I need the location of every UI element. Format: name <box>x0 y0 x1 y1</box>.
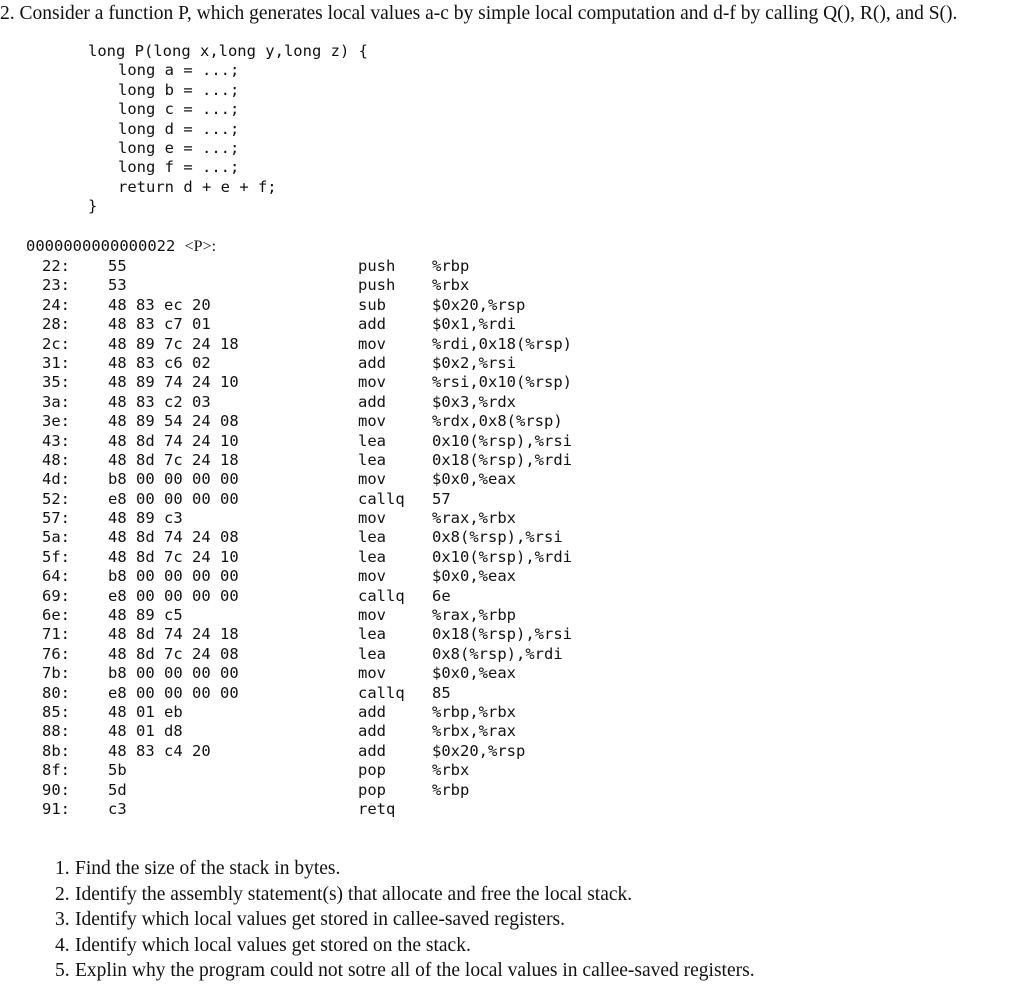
instruction-address: 3e: <box>42 412 70 431</box>
instruction-address: 31: <box>42 353 70 372</box>
instruction-operands: %rax,%rbx <box>432 509 516 528</box>
machine-code-bytes: 48 83 c4 20 <box>108 741 211 760</box>
question-number: 1. <box>55 858 70 879</box>
instruction-address: 28: <box>42 315 70 334</box>
machine-code-bytes: 48 8d 7c 24 10 <box>108 547 239 566</box>
machine-code-bytes: 48 89 c5 <box>108 606 183 625</box>
function-start-address: 0000000000000022 <box>26 237 176 255</box>
instruction-operands: $0x3,%rdx <box>432 392 516 411</box>
question-text: Explin why the program could not sotre all of the local values in callee-saved registers. <box>75 960 755 981</box>
question-text: Identify which local values get stored in callee-saved registers. <box>75 909 566 930</box>
disassembly-row <box>0 296 1024 315</box>
instruction-opcode: callq <box>358 683 405 702</box>
disassembly-row <box>0 722 1024 741</box>
instruction-address: 3a: <box>42 392 70 411</box>
disassembly-row <box>0 606 1024 625</box>
code-line: long f = ...; <box>118 158 240 177</box>
machine-code-bytes: 48 8d 74 24 08 <box>108 528 239 547</box>
instruction-address: 24: <box>42 295 70 314</box>
disassembly-row <box>0 373 1024 392</box>
instruction-opcode: lea <box>358 528 386 547</box>
source-code-block <box>88 42 368 217</box>
instruction-address: 8f: <box>42 761 70 780</box>
machine-code-bytes: 48 89 54 24 08 <box>108 412 239 431</box>
machine-code-bytes: e8 00 00 00 00 <box>108 683 239 702</box>
disassembly-row <box>0 800 1024 819</box>
machine-code-bytes: 48 83 c7 01 <box>108 315 211 334</box>
machine-code-bytes: 53 <box>108 276 127 295</box>
disassembly-row <box>0 684 1024 703</box>
instruction-operands: %rax,%rbp <box>432 606 516 625</box>
instruction-address: 71: <box>42 625 70 644</box>
disassembly-row <box>0 625 1024 644</box>
instruction-operands: %rdx,0x8(%rsp) <box>432 412 563 431</box>
disassembly-row <box>0 490 1024 509</box>
disassembly-row <box>0 393 1024 412</box>
instruction-opcode: add <box>358 702 386 721</box>
code-line: long d = ...; <box>118 119 240 138</box>
instruction-address: 35: <box>42 373 70 392</box>
question-text: Find the size of the stack in bytes. <box>75 858 341 879</box>
instruction-opcode: retq <box>358 799 396 818</box>
instruction-address: 5f: <box>42 547 70 566</box>
question-item <box>55 933 755 959</box>
instruction-operands: 0x18(%rsp),%rsi <box>432 625 572 644</box>
instruction-opcode: lea <box>358 644 386 663</box>
instruction-address: 43: <box>42 431 70 450</box>
instruction-address: 5a: <box>42 528 70 547</box>
disassembly-row <box>0 412 1024 431</box>
machine-code-bytes: 5b <box>108 761 127 780</box>
machine-code-bytes: 48 89 7c 24 18 <box>108 334 239 353</box>
disassembly-row <box>0 567 1024 586</box>
instruction-address: 48: <box>42 450 70 469</box>
machine-code-bytes: 48 83 ec 20 <box>108 295 211 314</box>
instruction-opcode: push <box>358 257 396 275</box>
code-line: long c = ...; <box>118 100 240 119</box>
machine-code-bytes: b8 00 00 00 00 <box>108 664 239 683</box>
disassembly-row <box>0 703 1024 722</box>
instruction-operands: 0x8(%rsp),%rdi <box>432 644 563 663</box>
instruction-address: 52: <box>42 489 70 508</box>
instruction-operands: %rsi,0x10(%rsp) <box>432 373 572 392</box>
code-line: long e = ...; <box>118 138 240 157</box>
disassembly-row <box>0 781 1024 800</box>
disassembly-row <box>0 742 1024 761</box>
disassembly-row <box>0 257 1024 276</box>
instruction-operands: 0x18(%rsp),%rdi <box>432 450 572 469</box>
instruction-address: 90: <box>42 780 70 799</box>
instruction-operands: $0x0,%eax <box>432 664 516 683</box>
code-line: } <box>88 197 98 216</box>
instruction-opcode: mov <box>358 509 386 528</box>
instruction-opcode: mov <box>358 470 386 489</box>
instruction-operands: $0x0,%eax <box>432 567 516 586</box>
instruction-operands: 6e <box>432 586 451 605</box>
disassembly-row <box>0 761 1024 780</box>
instruction-opcode: lea <box>358 547 386 566</box>
instruction-opcode: add <box>358 353 386 372</box>
instruction-opcode: lea <box>358 431 386 450</box>
instruction-address: 2c: <box>42 334 70 353</box>
instruction-operands: 0x10(%rsp),%rdi <box>432 547 572 566</box>
disassembly-row <box>0 451 1024 470</box>
disassembly-row <box>0 276 1024 295</box>
disassembly-row <box>0 548 1024 567</box>
instruction-address: 85: <box>42 702 70 721</box>
function-symbol: <P>: <box>184 238 217 255</box>
instruction-address: 57: <box>42 509 70 528</box>
machine-code-bytes: 48 83 c6 02 <box>108 353 211 372</box>
instruction-opcode: mov <box>358 412 386 431</box>
instruction-operands: 0x10(%rsp),%rsi <box>432 431 572 450</box>
code-line: long b = ...; <box>118 80 240 99</box>
machine-code-bytes: 48 8d 74 24 18 <box>108 625 239 644</box>
question-item <box>55 907 755 933</box>
disassembly-row <box>0 335 1024 354</box>
instruction-opcode: mov <box>358 373 386 392</box>
instruction-operands: %rbp <box>432 257 470 275</box>
instruction-address: 91: <box>42 799 70 818</box>
question-number: 4. <box>55 934 70 956</box>
code-line: return d + e + f; <box>118 177 277 196</box>
instruction-opcode: callq <box>358 586 405 605</box>
question-item <box>55 958 755 984</box>
disassembly-row <box>0 354 1024 373</box>
machine-code-bytes: 48 83 c2 03 <box>108 392 211 411</box>
instruction-opcode: lea <box>358 450 386 469</box>
instruction-opcode: add <box>358 722 386 741</box>
question-item <box>55 856 755 882</box>
machine-code-bytes: 48 89 74 24 10 <box>108 373 239 392</box>
instruction-opcode: mov <box>358 567 386 586</box>
instruction-operands: %rbp <box>432 780 470 799</box>
disassembly-row <box>0 432 1024 451</box>
instruction-opcode: pop <box>358 780 386 799</box>
code-line: long P(long x,long y,long z) { <box>88 42 368 60</box>
machine-code-bytes: 48 8d 7c 24 18 <box>108 450 239 469</box>
machine-code-bytes: 55 <box>108 257 127 275</box>
instruction-operands: $0x1,%rdi <box>432 315 516 334</box>
instruction-operands: 0x8(%rsp),%rsi <box>432 528 563 547</box>
instruction-opcode: mov <box>358 664 386 683</box>
instruction-operands: $0x20,%rsp <box>432 295 526 314</box>
question-list <box>55 856 755 984</box>
disassembly-header <box>26 237 216 256</box>
machine-code-bytes: e8 00 00 00 00 <box>108 489 239 508</box>
disassembly-row <box>0 315 1024 334</box>
machine-code-bytes: e8 00 00 00 00 <box>108 586 239 605</box>
instruction-address: 69: <box>42 586 70 605</box>
question-number: 2. <box>55 883 70 905</box>
instruction-opcode: add <box>358 741 386 760</box>
instruction-address: 76: <box>42 644 70 663</box>
machine-code-bytes: 48 8d 7c 24 08 <box>108 644 239 663</box>
instruction-address: 23: <box>42 276 70 295</box>
disassembly-row <box>0 664 1024 683</box>
disassembly-row <box>0 645 1024 664</box>
instruction-opcode: add <box>358 392 386 411</box>
instruction-operands: 85 <box>432 683 451 702</box>
question-number: 5. <box>55 960 70 981</box>
instruction-opcode: pop <box>358 761 386 780</box>
instruction-operands: %rbp,%rbx <box>432 702 516 721</box>
instruction-opcode: mov <box>358 606 386 625</box>
instruction-address: 7b: <box>42 664 70 683</box>
instruction-address: 22: <box>42 257 70 275</box>
machine-code-bytes: b8 00 00 00 00 <box>108 470 239 489</box>
instruction-opcode: callq <box>358 489 405 508</box>
instruction-opcode: sub <box>358 295 386 314</box>
machine-code-bytes: 48 89 c3 <box>108 509 183 528</box>
instruction-address: 80: <box>42 683 70 702</box>
disassembly-listing <box>0 257 1024 819</box>
machine-code-bytes: 5d <box>108 780 127 799</box>
machine-code-bytes: 48 01 eb <box>108 702 183 721</box>
code-line: long a = ...; <box>118 61 240 80</box>
instruction-address: 88: <box>42 722 70 741</box>
instruction-opcode: lea <box>358 625 386 644</box>
question-text: Identify the assembly statement(s) that allocate and free the local stack. <box>75 883 633 905</box>
disassembly-row <box>0 509 1024 528</box>
instruction-opcode: push <box>358 276 396 295</box>
instruction-operands: %rdi,0x18(%rsp) <box>432 334 572 353</box>
instruction-operands: %rbx,%rax <box>432 722 516 741</box>
instruction-address: 6e: <box>42 606 70 625</box>
instruction-operands: $0x2,%rsi <box>432 353 516 372</box>
instruction-operands: 57 <box>432 489 451 508</box>
disassembly-row <box>0 587 1024 606</box>
instruction-opcode: mov <box>358 334 386 353</box>
instruction-operands: %rbx <box>432 276 470 295</box>
machine-code-bytes: 48 8d 74 24 10 <box>108 431 239 450</box>
instruction-operands: $0x0,%eax <box>432 470 516 489</box>
question-number: 3. <box>55 909 70 930</box>
instruction-operands: %rbx <box>432 761 470 780</box>
machine-code-bytes: b8 00 00 00 00 <box>108 567 239 586</box>
question-text: Identify which local values get stored on the stack. <box>75 934 471 956</box>
question-item <box>55 882 755 908</box>
problem-title: 2. Consider a function P, which generates local values a-c by simple local computation and d-f by calling Q(), R(), and S(). <box>0 3 958 24</box>
instruction-operands: $0x20,%rsp <box>432 741 526 760</box>
instruction-address: 4d: <box>42 470 70 489</box>
instruction-address: 64: <box>42 567 70 586</box>
disassembly-row <box>0 470 1024 489</box>
disassembly-row <box>0 528 1024 547</box>
instruction-opcode: add <box>358 315 386 334</box>
machine-code-bytes: 48 01 d8 <box>108 722 183 741</box>
machine-code-bytes: c3 <box>108 799 127 818</box>
instruction-address: 8b: <box>42 741 70 760</box>
